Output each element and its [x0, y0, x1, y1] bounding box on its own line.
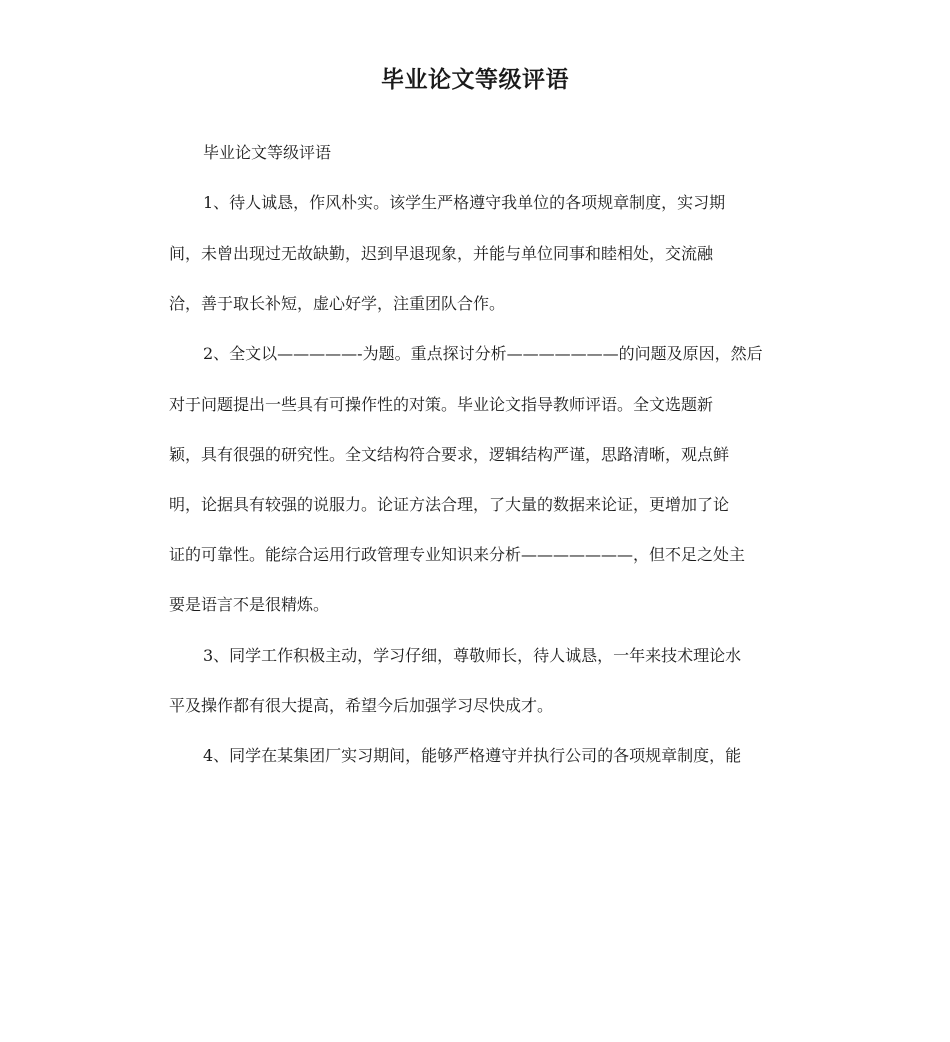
subtitle-line: 毕业论文等级评语 — [203, 143, 332, 162]
paragraph-1-line-3: 洽，善于取长补短，虚心好学，注重团队合作。 — [169, 294, 506, 313]
document-title: 毕业论文等级评语 — [381, 67, 569, 93]
paragraph-3-line-2: 平及操作都有很大提高，希望今后加强学习尽快成才。 — [169, 696, 554, 715]
paragraph-3-line-1: 3、同学工作积极主动，学习仔细，尊敬师长，待人诚恳，一年来技术理论水 — [203, 646, 742, 665]
paragraph-2-line-2: 对于问题提出一些具有可操作性的对策。毕业论文指导教师评语。全文选题新 — [169, 395, 714, 414]
paragraph-2-line-1: 2、全文以—————-为题。重点探讨分析———————的问题及原因，然后 — [203, 344, 763, 363]
paragraph-1-line-1: 1、待人诚恳，作风朴实。该学生严格遵守我单位的各项规章制度，实习期 — [203, 193, 726, 212]
paragraph-2-line-4: 明，论据具有较强的说服力。论证方法合理，了大量的数据来论证，更增加了论 — [169, 495, 730, 514]
paragraph-2-line-5: 证的可靠性。能综合运用行政管理专业知识来分析———————，但不足之处主 — [169, 545, 746, 564]
paragraph-4-line-1: 4、同学在某集团厂实习期间，能够严格遵守并执行公司的各项规章制度，能 — [203, 746, 742, 765]
paragraph-2-line-3: 颖，具有很强的研究性。全文结构符合要求，逻辑结构严谨，思路清晰，观点鲜 — [169, 445, 730, 464]
paragraph-1-line-2: 间，未曾出现过无故缺勤，迟到早退现象，并能与单位同事和睦相处，交流融 — [169, 244, 714, 263]
paragraph-2-line-6: 要是语言不是很精炼。 — [169, 595, 330, 614]
